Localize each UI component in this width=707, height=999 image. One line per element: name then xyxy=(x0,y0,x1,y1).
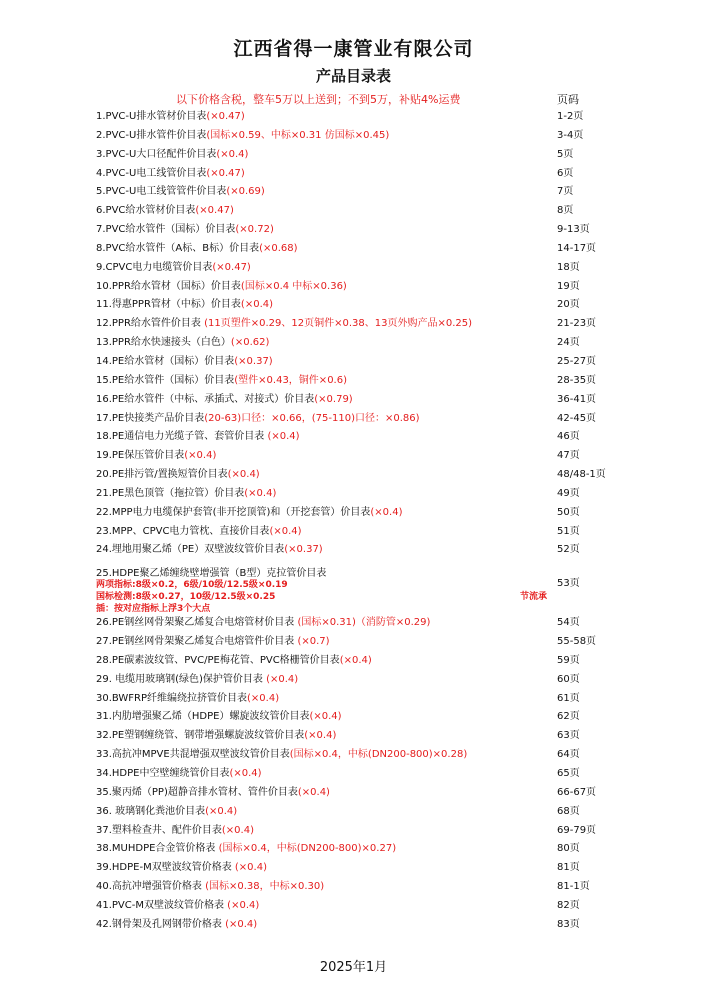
item-discount-note: (×0.4) xyxy=(264,431,300,443)
item-discount-note: (国标×0.4 中标×0.36) xyxy=(240,280,347,292)
item-name: 8.PVC给水管件（A标、B标）价目表 xyxy=(96,242,260,254)
catalog-row xyxy=(0,410,707,429)
item-name: 41.PVC-M双壁波纹管价格表 xyxy=(96,899,224,911)
item-discount-note: (×0.79) xyxy=(314,393,353,405)
catalog-row xyxy=(0,372,707,391)
catalog-row-text xyxy=(96,240,298,259)
item-page: 49页 xyxy=(557,487,580,499)
catalog-row-text xyxy=(96,202,234,221)
catalog-row-text xyxy=(96,765,262,784)
catalog-row-text xyxy=(96,803,237,822)
catalog-row xyxy=(0,353,707,372)
item-page: 60页 xyxy=(557,673,580,685)
catalog-row-text xyxy=(96,746,467,765)
item-page: 18页 xyxy=(557,261,580,273)
catalog-row-text xyxy=(96,183,265,202)
item-page: 64页 xyxy=(557,749,580,761)
item-page: 25-27页 xyxy=(557,355,597,367)
item-name: 3.PVC-U大口径配件价目表 xyxy=(96,148,217,160)
catalog-row xyxy=(0,221,707,240)
catalog-row-text xyxy=(96,523,302,542)
item-discount-note: (×0.7) xyxy=(294,636,330,648)
item-name: 15.PE给水管件（国标）价目表 xyxy=(96,374,235,386)
item-name: 40.高抗冲增强管价格表 xyxy=(96,881,202,893)
catalog-row-text xyxy=(96,840,396,859)
catalog-row-text xyxy=(96,652,372,671)
item-name: 22.MPP电力电缆保护套管(非开挖顶管)和（开挖套管）价目表 xyxy=(96,506,371,518)
item-name: 37.塑料检查井、配件价目表 xyxy=(96,824,222,836)
item-discount-note: (×0.4) xyxy=(216,148,249,160)
item-discount-note: (国标×0.4，中标(DN200-800)×0.27) xyxy=(215,843,397,855)
item-name: 27.PE钢丝网骨架聚乙烯复合电熔管件价目表 xyxy=(96,636,295,648)
item-discount-note: (×0.4) xyxy=(224,899,260,911)
catalog-row-text xyxy=(96,428,300,447)
catalog-row xyxy=(0,146,707,165)
catalog-row xyxy=(0,504,707,523)
catalog-title: 产品目录表 xyxy=(315,67,391,85)
item-page: 28-35页 xyxy=(557,374,597,386)
item-page: 9-13页 xyxy=(557,224,590,236)
item-page: 46页 xyxy=(557,431,580,443)
catalog-row-text xyxy=(96,633,330,652)
item-page: 5页 xyxy=(557,148,574,160)
catalog-row-text xyxy=(96,372,347,391)
item-name: 6.PVC给水管材价目表 xyxy=(96,205,196,217)
item-discount-note: (国标×0.38，中标×0.30) xyxy=(201,881,325,893)
item-name: 24.埋地用聚乙烯（PE）双壁波纹管价目表 xyxy=(96,544,285,556)
item-discount-note: (×0.47) xyxy=(206,167,245,179)
item-name: 28.PE碳素波纹管、PVC/PE梅花管、PVC格栅管价目表 xyxy=(96,654,340,666)
catalog-row-text xyxy=(96,259,251,278)
spec-line: 插：按对应指标上浮3个大点 xyxy=(96,604,211,615)
item-discount-note: (×0.4) xyxy=(229,768,262,779)
catalog-row xyxy=(0,315,707,334)
item-name: 34.HDPE中空壁缠绕管价目表 xyxy=(96,768,230,779)
catalog-row xyxy=(0,803,707,822)
item-page: 68页 xyxy=(557,805,580,817)
catalog-row xyxy=(0,278,707,297)
item-name: 21.PE黑色顶管（拖拉管）价目表 xyxy=(96,487,245,499)
catalog-row-text xyxy=(96,614,430,633)
catalog-row xyxy=(0,127,707,146)
item-page: 19页 xyxy=(557,280,580,292)
item-page: 61页 xyxy=(557,692,580,704)
item-discount-note: (×0.4) xyxy=(184,450,217,462)
catalog-row-text xyxy=(96,447,216,466)
catalog-row xyxy=(0,784,707,803)
catalog-row xyxy=(0,447,707,466)
item-page: 42-45页 xyxy=(557,412,597,424)
item-name: 10.PPR给水管材（国标）价目表 xyxy=(96,280,241,292)
catalog-row-text xyxy=(96,353,273,372)
item-page: 80页 xyxy=(557,843,580,855)
item-discount-note: (国标×0.31)（消防管×0.29) xyxy=(294,617,431,629)
catalog-row xyxy=(0,671,707,690)
item-name: 2.PVC-U排水管件价目表 xyxy=(96,129,207,141)
catalog-row xyxy=(0,428,707,447)
catalog-row-text xyxy=(96,108,245,127)
item-name: 30.BWFRP纤维编绕拉挤管价目表 xyxy=(96,692,248,704)
catalog-row xyxy=(0,466,707,485)
item-name: 1.PVC-U排水管材价目表 xyxy=(96,111,207,122)
item-page: 20页 xyxy=(557,299,580,311)
item-discount-note: (×0.68) xyxy=(259,242,298,254)
item-discount-note: (×0.4) xyxy=(221,918,258,930)
item-name: 7.PVC给水管件（国标）价目表 xyxy=(96,224,236,236)
catalog-row-text xyxy=(96,859,267,878)
item-name: 31.内肋增强聚乙烯（HDPE）螺旋波纹管价目表 xyxy=(96,711,310,723)
item-discount-note: (×0.37) xyxy=(284,544,323,556)
item-discount-note: (国标×0.59、中标×0.31 仿国标×0.45) xyxy=(206,129,390,141)
catalog-row xyxy=(0,614,707,633)
company-title: 江西省得一康管业有限公司 xyxy=(233,38,474,60)
catalog-row xyxy=(0,523,707,542)
catalog-row-text xyxy=(96,466,260,485)
item-discount-note: (×0.37) xyxy=(234,355,273,367)
item-name: 42.钢骨架及孔网钢带价格表 xyxy=(96,918,222,930)
item-discount-note: (×0.4) xyxy=(205,805,238,817)
item-name: 18.PE通信电力光缆子管、套管价目表 xyxy=(96,431,265,443)
catalog-row xyxy=(0,765,707,784)
item-discount-note: (×0.4) xyxy=(269,525,302,537)
item-discount-note: (×0.72) xyxy=(235,224,274,236)
item-page: 51页 xyxy=(557,525,580,537)
item-discount-note: (×0.4) xyxy=(247,692,280,704)
catalog-row-text xyxy=(96,391,353,410)
catalog-row xyxy=(0,822,707,841)
item-name: 16.PE给水管件（中标、承插式、对接式）价目表 xyxy=(96,393,315,405)
item-discount-note: (×0.4) xyxy=(297,786,330,798)
item-name: 39.HDPE-M双壁波纹管价格表 xyxy=(96,862,232,874)
item-name: 23.MPP、CPVC电力管枕、直接价目表 xyxy=(96,525,270,537)
catalog-row-text xyxy=(96,822,254,841)
item-name: 13.PPR给水快速接头（白色） xyxy=(96,337,231,349)
item-page: 63页 xyxy=(557,730,580,742)
item-name: 12.PPR给水管件价目表 xyxy=(96,318,201,330)
catalog-row xyxy=(0,897,707,916)
catalog-row xyxy=(0,183,707,202)
catalog-row xyxy=(0,202,707,221)
item-discount-note: (×0.4) xyxy=(240,299,274,311)
item-discount-note: (×0.4) xyxy=(221,824,254,836)
catalog-row-text xyxy=(96,296,273,315)
item-name: 36. 玻璃钢化粪池价目表 xyxy=(96,805,206,817)
catalog-row xyxy=(0,240,707,259)
item-page: 50页 xyxy=(557,506,580,518)
catalog-row-text xyxy=(96,165,245,184)
item-discount-note: (×0.62) xyxy=(230,337,270,349)
item-discount-note: (国标×0.4，中标(DN200-800)×0.28) xyxy=(289,749,468,761)
item-page: 14-17页 xyxy=(557,242,597,254)
catalog-row-text xyxy=(96,916,257,935)
item-page: 81-1页 xyxy=(557,881,590,893)
item-name: 25.HDPE聚乙烯缠绕壁增强管（B型）克拉管价目表 xyxy=(96,568,327,580)
item-page: 36-41页 xyxy=(557,393,597,405)
item-page: 54页 xyxy=(557,617,580,629)
item-name: 35.聚丙烯（PP)超静音排水管材、管件价目表 xyxy=(96,786,298,798)
catalog-row-text xyxy=(96,690,279,709)
item-page: 48/48-1页 xyxy=(557,469,606,481)
catalog-row xyxy=(0,541,707,560)
item-discount-note: (×0.69) xyxy=(226,186,265,198)
item-page: 83页 xyxy=(557,918,580,930)
item-name: 14.PE给水管材（国标）价目表 xyxy=(96,355,235,367)
catalog-row xyxy=(0,859,707,878)
catalog-row xyxy=(0,108,707,127)
catalog-row-text xyxy=(96,221,274,240)
item-name: 29. 电缆用玻璃钢(绿色)保护管价目表 xyxy=(96,673,263,685)
catalog-row-text xyxy=(96,127,389,146)
item-discount-note: (20-63)口径：×0.66，(75-110)口径：×0.86) xyxy=(204,412,420,424)
item-page: 1-2页 xyxy=(557,111,584,122)
item-discount-note: (×0.4) xyxy=(262,673,299,685)
item-name: 9.CPVC电力电缆管价目表 xyxy=(96,261,213,273)
item-discount-note: (×0.47) xyxy=(212,261,251,273)
item-discount-note: (×0.4) xyxy=(339,654,372,666)
catalog-row-text xyxy=(96,334,269,353)
item-page: 21-23页 xyxy=(557,318,597,330)
price-notice: 以下价格含税，整车5万以上送到；不到5万，补贴4%运费 xyxy=(176,93,461,106)
item-discount-note: (×0.4) xyxy=(309,711,342,723)
page-column-header: 页码 xyxy=(557,93,579,106)
catalog-row-text xyxy=(96,708,342,727)
catalog-row xyxy=(0,690,707,709)
item-name: 17.PE快接类产品价目表 xyxy=(96,412,205,424)
item-discount-note: (×0.47) xyxy=(206,111,245,122)
item-name: 26.PE钢丝网骨架聚乙烯复合电熔管材价目表 xyxy=(96,617,295,629)
item-name: 19.PE保压管价目表 xyxy=(96,450,185,462)
item-page: 69-79页 xyxy=(557,824,597,836)
catalog-row-text xyxy=(96,485,276,504)
item-discount-note: (×0.4) xyxy=(231,862,267,874)
item-discount-note: (塑件×0.43，铜件×0.6) xyxy=(234,374,347,386)
item-name: 5.PVC-U电工线管管件价目表 xyxy=(96,186,227,198)
item-page: 66-67页 xyxy=(557,786,597,798)
catalog-row-special xyxy=(0,560,707,614)
catalog-row xyxy=(0,652,707,671)
item-discount-note: (×0.4) xyxy=(304,730,337,742)
catalog-row xyxy=(0,633,707,652)
catalog-row-text xyxy=(96,504,403,523)
catalog-row-text xyxy=(96,146,248,165)
spec-tag: 节流承 xyxy=(520,592,548,603)
spec-line: 国标检测:8级×0.27，10级/12.5级×0.25 xyxy=(96,592,276,603)
item-name: 20.PE排污管/置换短管价目表 xyxy=(96,469,228,481)
item-discount-note: (×0.47) xyxy=(195,205,234,217)
catalog-row xyxy=(0,485,707,504)
catalog-row xyxy=(0,391,707,410)
catalog-row xyxy=(0,334,707,353)
item-name: 4.PVC-U电工线管价目表 xyxy=(96,167,207,179)
catalog-row xyxy=(0,746,707,765)
catalog-row-text xyxy=(96,541,323,560)
item-discount-note: (×0.4) xyxy=(227,469,260,481)
item-page: 59页 xyxy=(557,654,580,666)
spec-line: 两项指标:8级×0.2，6级/10级/12.5级×0.19 xyxy=(96,580,288,591)
item-page: 81页 xyxy=(557,862,580,874)
item-name: 33.高抗冲MPVE共混增强双壁波纹管价目表 xyxy=(96,749,290,761)
item-page: 62页 xyxy=(557,711,580,723)
item-discount-note: (×0.4) xyxy=(244,487,277,499)
catalog-row xyxy=(0,916,707,935)
catalog-row-text xyxy=(96,671,298,690)
item-name: 38.MUHDPE合金管价格表 xyxy=(96,843,216,855)
catalog-row xyxy=(0,296,707,315)
catalog-row xyxy=(0,840,707,859)
catalog-row xyxy=(0,259,707,278)
catalog-row-text xyxy=(96,315,472,334)
catalog-row xyxy=(0,727,707,746)
item-page: 52页 xyxy=(557,544,580,556)
item-page: 7页 xyxy=(557,186,574,198)
item-page: 53页 xyxy=(557,578,580,590)
item-page: 82页 xyxy=(557,899,580,911)
catalog-row-text xyxy=(96,278,347,297)
catalog-row-text xyxy=(96,727,336,746)
item-name: 11.得惠PPR管材（中标）价目表 xyxy=(96,299,241,311)
item-page: 3-4页 xyxy=(557,129,584,141)
catalog-row xyxy=(0,878,707,897)
catalog-row xyxy=(0,165,707,184)
catalog-row-text xyxy=(96,410,420,429)
item-page: 24页 xyxy=(557,337,580,349)
item-page: 8页 xyxy=(557,205,574,217)
item-discount-note: (11页塑件×0.29、12页铜件×0.38、13页外购产品×0.25) xyxy=(200,318,473,330)
catalog-row xyxy=(0,708,707,727)
catalog-date: 2025年1月 xyxy=(319,960,388,975)
item-page: 65页 xyxy=(557,768,580,779)
catalog-row-text xyxy=(96,878,324,897)
item-page: 55-58页 xyxy=(557,636,597,648)
item-name: 32.PE塑钢缠绕管、钢带增强螺旋波纹管价目表 xyxy=(96,730,305,742)
item-page: 47页 xyxy=(557,450,580,462)
item-discount-note: (×0.4) xyxy=(370,506,403,518)
catalog-row-text xyxy=(96,784,330,803)
item-page: 6页 xyxy=(557,167,574,179)
catalog-list xyxy=(0,108,707,935)
catalog-row-text xyxy=(96,897,259,916)
